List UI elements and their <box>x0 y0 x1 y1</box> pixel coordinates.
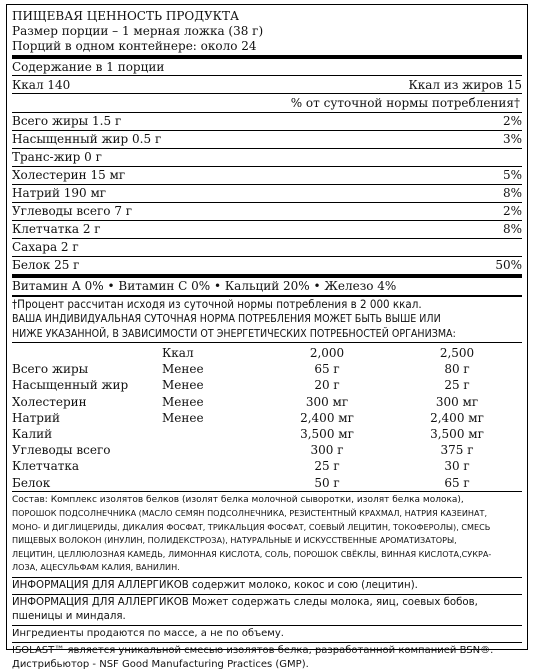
footnote <box>12 297 522 343</box>
nutrient-row <box>12 203 522 221</box>
table-cell <box>162 442 262 458</box>
calories-value: Ккал 140 <box>12 78 71 92</box>
table-row <box>12 394 522 410</box>
footnote-line: НИЖЕ УКАЗАННОЙ, В ЗАВИСИМОСТИ ОТ ЭНЕРГЕТИЧЕСКИХ ПОТРЕБНОСТЕЙ ОРГАНИЗМА: <box>12 327 522 343</box>
distributor-note: Дистрибьютор - NSF Good Manufacturing Practices (GMP). <box>12 658 309 670</box>
table-cell: Менее <box>162 362 204 377</box>
table-cell: 20 г <box>314 378 340 393</box>
amount-per-serving: Содержание в 1 порции <box>12 59 522 76</box>
allergen-may-contain <box>12 595 522 626</box>
table-row <box>12 442 522 458</box>
servings-per-container: Порций в одном контейнере: около 24 <box>12 39 522 59</box>
nutrient-label: Всего жиры 1.5 г <box>12 114 122 128</box>
ingredients-line: ЛОЗА, АЦЕСУЛЬФАМ КАЛИЯ, ВАНИЛИН. <box>12 562 180 573</box>
calories-from-fat: Ккал из жиров 15 <box>408 78 522 92</box>
table-row <box>12 475 522 492</box>
vitamins-row: Витамин А 0% • Витамин С 0% • Кальций 20% • Железо 4% <box>12 278 522 297</box>
nutrient-label: Холестерин 15 мг <box>12 168 126 182</box>
table-cell: Менее <box>162 378 204 393</box>
table-cell: 65 г <box>444 475 470 490</box>
nutrient-dv: 2% <box>502 114 522 128</box>
table-row <box>12 426 522 442</box>
table-cell <box>162 475 262 492</box>
ingredients-line: МОНО- И ДИГЛИЦЕРИДЫ, ДИКАЛИЯ ФОСФАТ, ТРИКАЛЬЦИЯ ФОСФАТ, СОЕВЫЙ ЛЕЦИТИН, ТОКОФЕРОЛЫ), СМЕСЬ <box>12 521 491 532</box>
table-cell: 300 г <box>310 443 344 458</box>
table-cell: Менее <box>162 394 204 409</box>
table-cell <box>162 426 262 442</box>
table-cell: Натрий <box>12 410 60 425</box>
nutrient-label: Сахара 2 г <box>12 240 79 254</box>
table-cell: 300 мг <box>435 394 479 409</box>
nutrient-label: Насыщенный жир 0.5 г <box>12 132 162 146</box>
nutrient-row <box>12 149 522 167</box>
nutrient-row <box>12 239 522 257</box>
table-cell: 300 мг <box>305 394 349 409</box>
table-row <box>12 458 522 474</box>
allergen-line: ИНФОРМАЦИЯ ДЛЯ АЛЛЕРГИКОВ Может содержать следы молока, яиц, соевых бобов, <box>12 596 478 608</box>
table-cell: 30 г <box>444 459 470 474</box>
table-cell: Клетчатка <box>12 459 80 474</box>
table-cell: 2,400 мг <box>300 410 354 425</box>
table-cell: 25 г <box>444 378 470 393</box>
footnote-line: †Процент рассчитан исходя из суточной нормы потребления в 2 000 ккал. <box>12 297 422 311</box>
ingredients-line: ЛЕЦИТИН, ЦЕЛЛЮЛОЗНАЯ КАМЕДЬ, ЛИМОННАЯ КИСЛОТА, СОЛЬ, ПОРОШОК СВЁКЛЫ, ВИННАЯ КИСЛОТА,СУКРА- <box>12 548 492 559</box>
nutrient-dv: 2% <box>502 204 522 218</box>
nutrient-row <box>12 185 522 203</box>
nutrient-dv: 3% <box>502 132 522 146</box>
ingredients-line: ПИЩЕВЫХ ВОЛОКОН (ИНУЛИН, ПОЛИДЕКСТРОЗА), НАТУРАЛЬНЫЕ И ИСКУССТВЕННЫЕ АРОМАТИЗАТОРЫ, <box>12 535 457 546</box>
table-cell <box>12 345 162 361</box>
ingredients-line: ПОРОШОК ПОДСОЛНЕЧНИКА (МАСЛО СЕМЯН ПОДСОЛНЕЧНИКА, РЕЗИСТЕНТНЫЙ КРАХМАЛ, НАТРИЯ КАЗЕИНАТ, <box>12 508 488 519</box>
nutrient-dv: 5% <box>502 168 522 182</box>
table-row <box>12 410 522 426</box>
allergen-contains: ИНФОРМАЦИЯ ДЛЯ АЛЛЕРГИКОВ содержит молоко, кокос и сою (лецитин). <box>12 578 522 595</box>
table-cell: Насыщенный жир <box>12 378 129 393</box>
serving-size: Размер порции – 1 мерная ложка (38 г) <box>12 24 264 38</box>
table-cell: Ккал <box>162 346 194 361</box>
label-title: ПИЩЕВАЯ ЦЕННОСТЬ ПРОДУКТА <box>12 9 240 23</box>
table-cell: 3,500 мг <box>430 427 484 442</box>
table-cell: 2,500 <box>439 346 475 361</box>
table-cell: Холестерин <box>12 394 87 409</box>
table-row <box>12 377 522 393</box>
nutrient-dv: 8% <box>502 186 522 200</box>
table-header <box>12 345 522 361</box>
nutrient-list <box>12 113 522 278</box>
ingredients-line: Состав: Комплекс изолятов белков (изолят белка молочной сыворотки, изолят белка молока), <box>12 494 464 505</box>
nutrient-row <box>12 221 522 239</box>
calories-row <box>12 76 522 94</box>
table-cell: Углеводы всего <box>12 443 111 458</box>
table-cell: 25 г <box>314 459 340 474</box>
table-cell: 3,500 мг <box>300 427 354 442</box>
table-cell: Калий <box>12 427 53 442</box>
table-cell: Белок <box>12 475 51 490</box>
nutrition-facts-label <box>6 4 528 670</box>
nutrient-row <box>12 167 522 185</box>
nutrient-dv: 50% <box>495 258 522 272</box>
nutrient-label: Натрий 190 мг <box>12 186 107 200</box>
table-cell: 65 г <box>314 362 340 377</box>
nutrient-label: Клетчатка 2 г <box>12 222 101 236</box>
nutrient-label: Углеводы всего 7 г <box>12 204 133 218</box>
table-cell: 2,000 <box>309 346 345 361</box>
nutrient-row <box>12 131 522 149</box>
isolast-note: ISOLAST™ является уникальной смесью изолятов белка, разработанной компанией BSN®. <box>12 644 494 656</box>
sold-by-weight-note: Ингредиенты продаются по массе, а не по объему. <box>12 626 522 643</box>
nutrient-row <box>12 257 522 278</box>
table-cell: Менее <box>162 410 204 425</box>
daily-values-table <box>12 345 522 492</box>
table-cell <box>162 458 262 474</box>
allergen-line: пшеницы и миндаля. <box>12 610 126 622</box>
table-cell: 50 г <box>314 475 340 490</box>
table-cell: 80 г <box>444 362 470 377</box>
nutrient-row <box>12 113 522 131</box>
nutrient-label: Белок 25 г <box>12 258 80 272</box>
table-cell: 375 г <box>440 443 474 458</box>
nutrient-dv: 8% <box>502 222 522 236</box>
footnote-line: ВАША ИНДИВИДУАЛЬНАЯ СУТОЧНАЯ НОРМА ПОТРЕБЛЕНИЯ МОЖЕТ БЫТЬ ВЫШЕ ИЛИ <box>12 313 441 325</box>
table-cell: Всего жиры <box>12 362 89 377</box>
nutrient-label: Транс-жир 0 г <box>12 150 102 164</box>
daily-value-header: % от суточной нормы потребления† <box>12 94 522 113</box>
table-cell: 2,400 мг <box>430 410 484 425</box>
table-row <box>12 361 522 377</box>
ingredients-block <box>12 492 522 578</box>
